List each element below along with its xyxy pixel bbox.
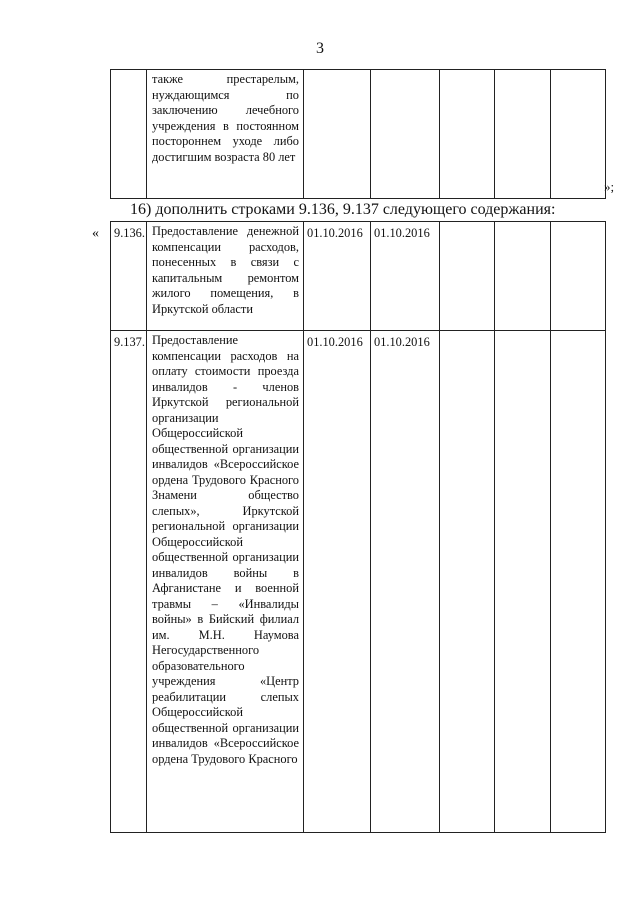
empty-cell [495,222,551,331]
description-cell: Предоставление денежной компенсации расходов, понесенных в связи с капитальным ремонтом жилого помещения, в Иркутской области [147,222,304,331]
amendment-text: 16) дополнить строками 9.136, 9.137 следующего содержания: [130,201,556,218]
empty-cell [551,222,606,331]
description-cell: также престарелым, нуждающимся по заключению лечебного учреждения в постоянном постороннем уходе либо достигшим возраста 80 лет [147,70,304,199]
date-start-cell: 01.10.2016 [304,331,371,833]
date-start-cell [304,70,371,199]
table-row [111,222,606,331]
empty-cell [495,331,551,833]
date-end-cell: 01.10.2016 [371,222,440,331]
page-number: 3 [316,40,324,57]
empty-cell [495,70,551,199]
empty-cell [440,70,495,199]
table-row [111,70,606,199]
date-end-cell: 01.10.2016 [371,331,440,833]
empty-cell [440,331,495,833]
date-start-cell: 01.10.2016 [304,222,371,331]
number-cell [111,70,147,199]
empty-cell [440,222,495,331]
row-number: 9.136. [111,222,147,331]
description-cell: Предоставление компенсации расходов на оплату стоимости проезда инвалидов - членов Иркутской региональной организации Общероссийской общественной организации инвалидов «Всероссийское ордена Трудового Красного Знамени общество слепых», Иркутской региональной организации Общероссийской общественной организации инвалидов войны в Афганистане и военной травмы – «Инвалиды войны» в Бийский филиал им. М.Н. Наумова Негосударственного образовательного учреждения «Центр реабилитации слепых Общероссийской общественной организации инвалидов «Всероссийское ордена Трудового Красного [147,331,304,833]
empty-cell [551,70,606,199]
table-row [111,331,606,833]
new-rows-table [110,221,606,833]
previous-table-fragment [110,69,606,199]
date-end-cell [371,70,440,199]
row-number: 9.137. [111,331,147,833]
closing-quote: »; [604,179,615,194]
opening-quote: « [92,226,99,241]
empty-cell [551,331,606,833]
